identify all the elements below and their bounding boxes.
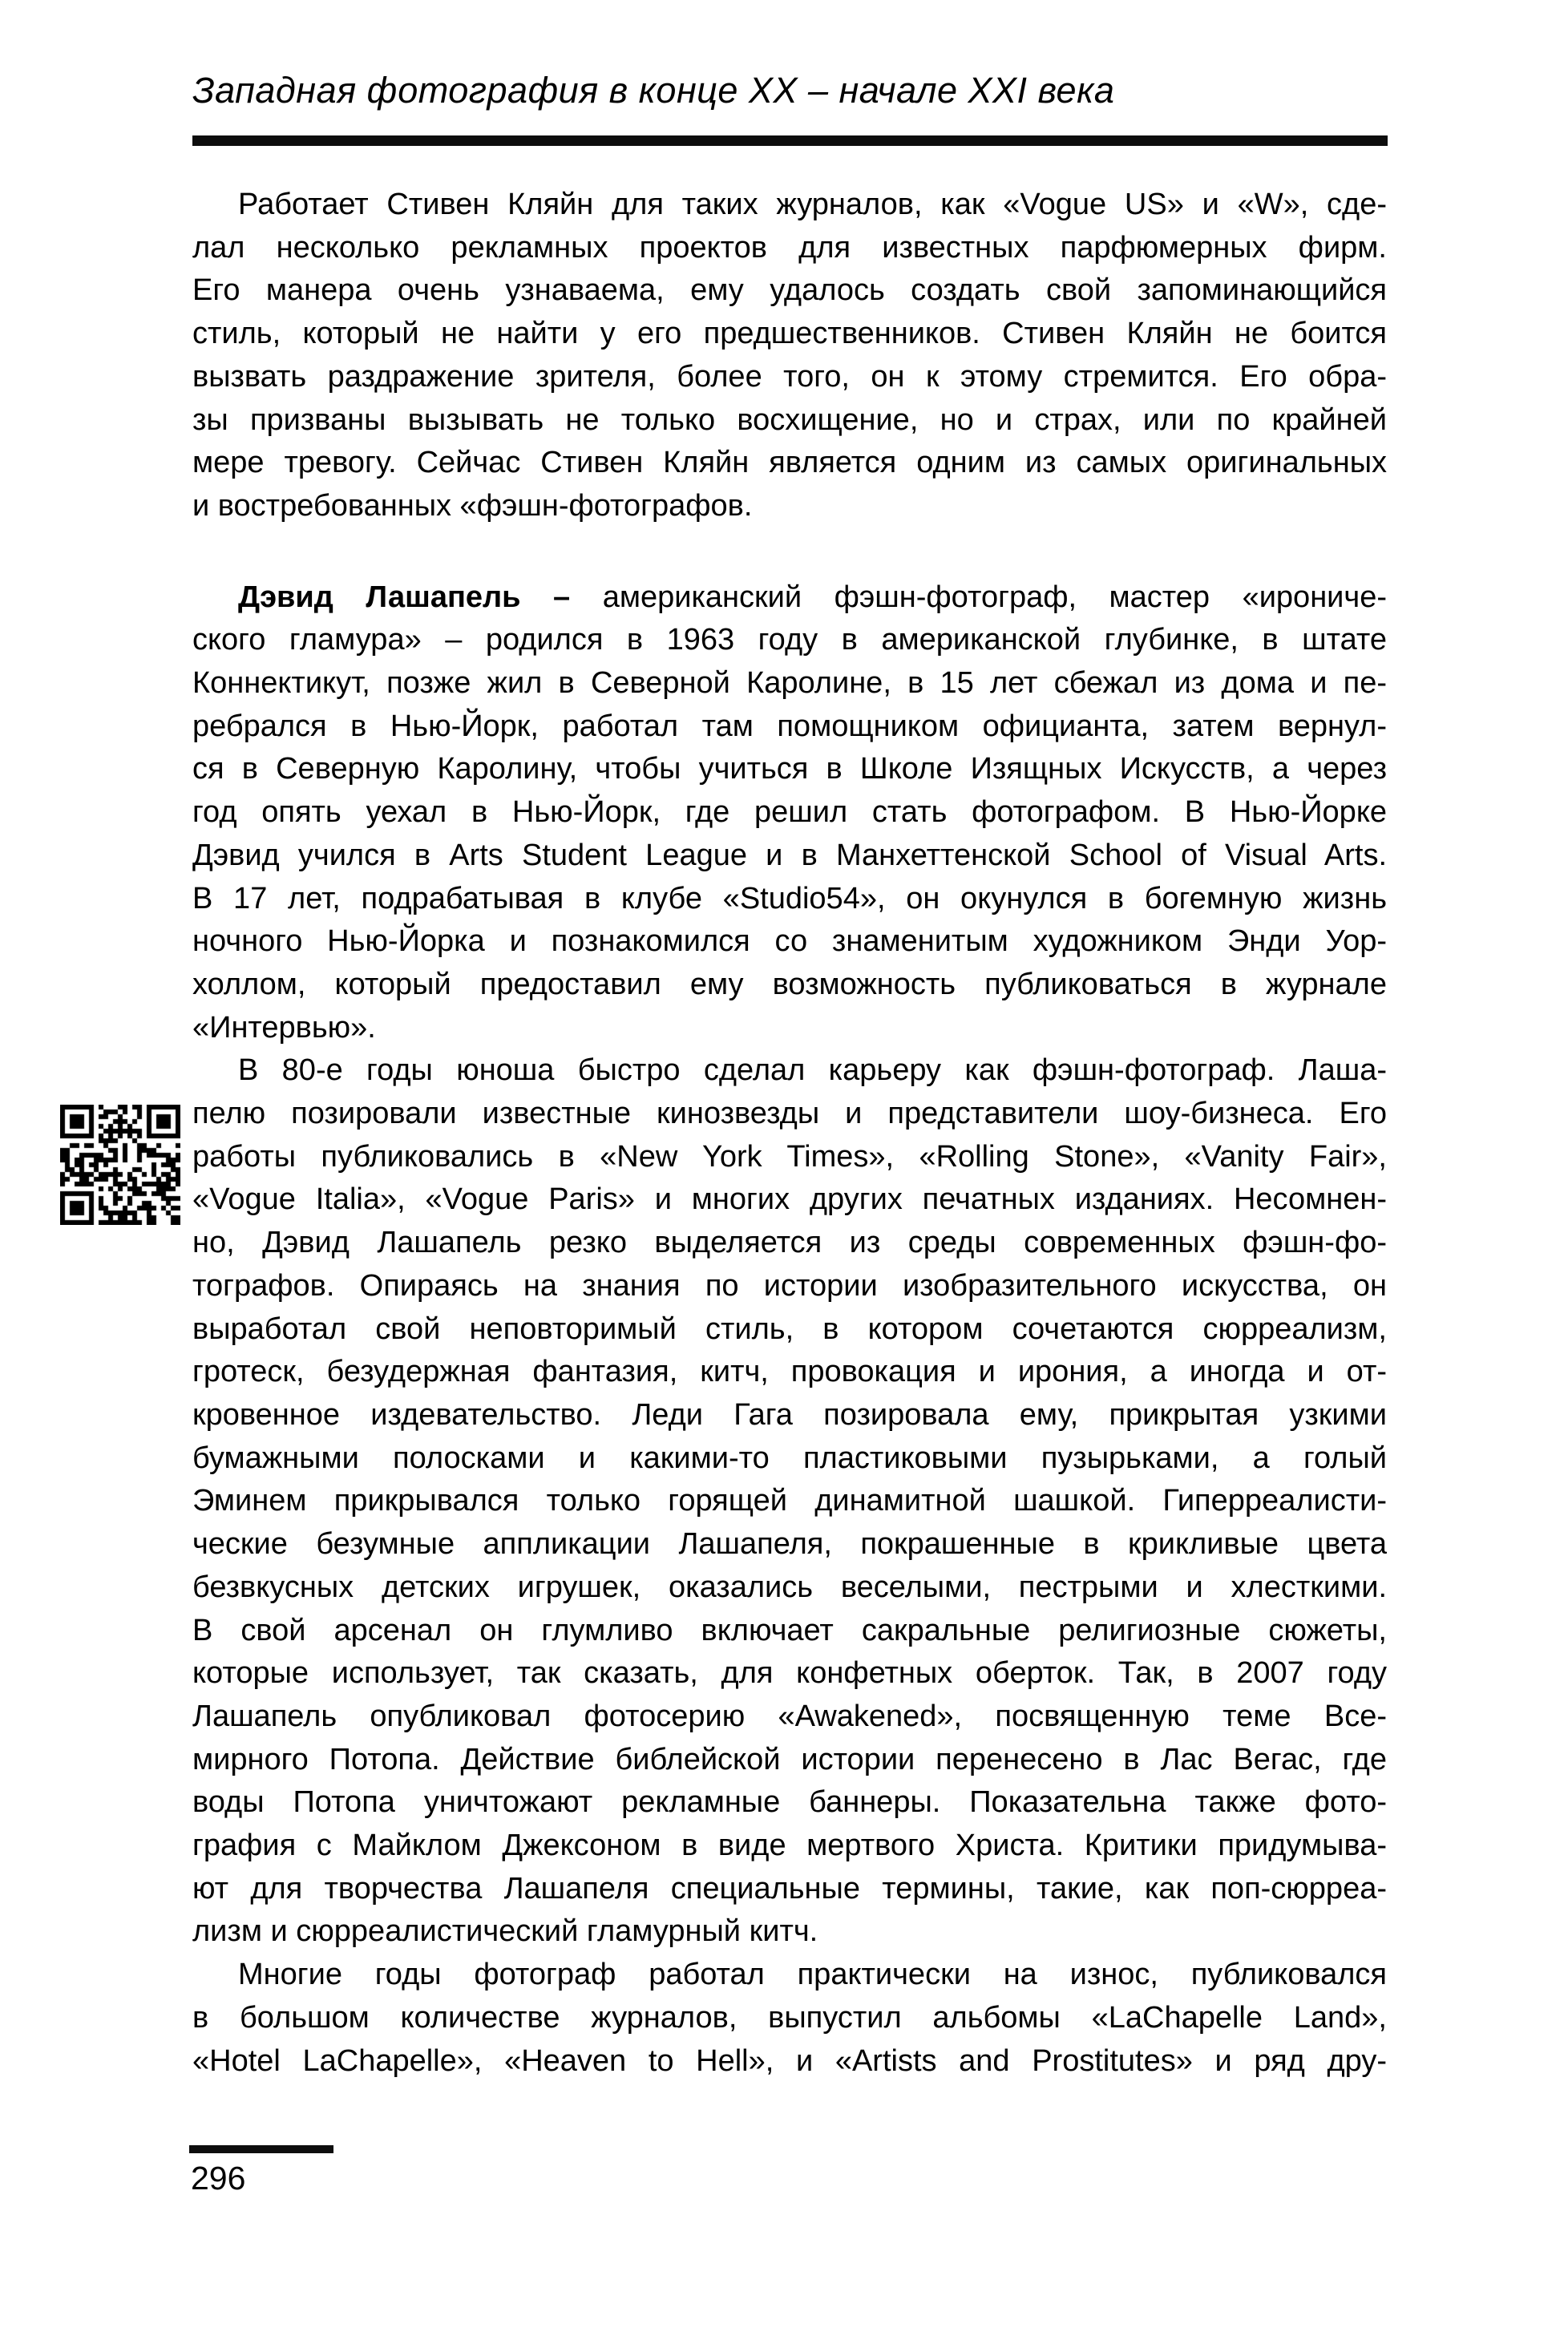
text-line: Коннектикут, позже жил в Северной Каролине, в 15 лет сбежал из дома и пе- xyxy=(192,666,1387,701)
text-line: Эминем прикрывался только горящей динамитной шашкой. Гиперреалисти- xyxy=(192,1484,1387,1518)
text-line: «Vogue Italia», «Vogue Paris» и многих других печатных изданиях. Несомнен- xyxy=(192,1182,1387,1217)
text-line: лал несколько рекламных проектов для известных парфюмерных фирм. xyxy=(192,230,1387,265)
text-line: год опять уехал в Нью-Йорк, где решил стать фотографом. В Нью-Йорке xyxy=(192,795,1387,830)
paragraph xyxy=(192,576,1387,1050)
paragraph xyxy=(192,184,1387,528)
text-line: зы призваны вызывать не только восхищение, но и страх, или по крайней xyxy=(192,402,1387,437)
qr-code-icon xyxy=(60,1105,180,1225)
text-line: воды Потопа уничтожают рекламные баннеры. Показательна также фото- xyxy=(192,1785,1387,1820)
text-line: которые использует, так сказать, для конфетных оберток. Так, в 2007 году xyxy=(192,1656,1387,1691)
text-line: тографов. Опираясь на знания по истории изобразительного искусства, он xyxy=(192,1268,1387,1303)
text-line: Дэвид учился в Arts Student League и в Манхеттенской School of Visual Arts. xyxy=(192,838,1387,872)
page-number: 296 xyxy=(191,2160,246,2197)
text-line: ся в Северную Каролину, чтобы учиться в Школе Изящных Искусств, а через xyxy=(192,752,1387,786)
text-line: Дэвид Лашапель – американский фэшн-фотограф, мастер «ирониче- xyxy=(238,580,1387,614)
text-line: В свой арсенал он глумливо включает сакральные религиозные сюжеты, xyxy=(192,1613,1387,1647)
paragraph xyxy=(192,1049,1387,1954)
text-line: Работает Стивен Кляйн для таких журналов, как «Vogue US» и «W», сде- xyxy=(238,188,1387,221)
text-line: В 17 лет, подрабатывая в клубе «Studio54», он окунулся в богемную жизнь xyxy=(192,881,1387,915)
paragraph xyxy=(192,1954,1387,2083)
body-text-column xyxy=(192,184,1387,2083)
text-line: и востребованных «фэшн-фотографов. xyxy=(192,488,753,523)
text-line: пелю позировали известные кинозвезды и представители шоу-бизнеса. Его xyxy=(192,1097,1387,1131)
text-line: безвкусных детских игрушек, оказались веселыми, пестрыми и хлесткими. xyxy=(192,1570,1387,1604)
text-line: но, Дэвид Лашапель резко выделяется из среды современных фэшн-фо- xyxy=(192,1226,1387,1260)
text-line: мирного Потопа. Действие библейской истории перенесено в Лас Вегас, где xyxy=(192,1742,1387,1776)
text-line: ского гламура» – родился в 1963 году в американской глубинке, в штате xyxy=(192,623,1387,657)
text-line: ческие безумные аппликации Лашапеля, покрашенные в крикливые цвета xyxy=(192,1527,1387,1562)
text-line: Его манера очень узнаваема, ему удалось создать свой запоминающийся xyxy=(192,273,1387,308)
text-line: стиль, который не найти у его предшественников. Стивен Кляйн не боится xyxy=(192,317,1387,351)
text-line: бумажными полосками и какими-то пластиковыми пузырьками, а голый xyxy=(192,1441,1387,1475)
text-line: Лашапель опубликовал фотосерию «Awakened», посвященную теме Все- xyxy=(192,1699,1387,1733)
text-line: холлом, который предоставил ему возможность публиковаться в журнале xyxy=(192,967,1387,1001)
text-line: «Hotel LaChapelle», «Heaven to Hell», и «Artists and Prostitutes» и ряд дру- xyxy=(192,2043,1387,2078)
header-rule xyxy=(192,135,1388,146)
footer-rule xyxy=(189,2145,333,2153)
text-line: вызвать раздражение зрителя, более того, он к этому стремится. Его обра- xyxy=(192,359,1387,394)
text-line: ют для творчества Лашапеля специальные термины, такие, как поп-сюрреа- xyxy=(192,1871,1387,1906)
text-line: работы публиковались в «New York Times», «Rolling Stone», «Vanity Fair», xyxy=(192,1139,1387,1174)
text-line: ребрался в Нью-Йорк, работал там помощником официанта, затем вернул- xyxy=(192,709,1387,743)
text-line: В 80-е годы юноша быстро сделал карьеру как фэшн-фотограф. Лаша- xyxy=(238,1053,1387,1088)
text-line: графия с Майклом Джексоном в виде мертвого Христа. Критики придумыва- xyxy=(192,1829,1387,1863)
text-line: в большом количестве журналов, выпустил альбомы «LaChapelle Land», xyxy=(192,2000,1387,2035)
text-line: «Интервью». xyxy=(192,1010,376,1045)
running-header-title: Западная фотография в конце XX – начале XXI века xyxy=(192,70,1115,111)
text-line: гротеск, безудержная фантазия, китч, провокация и ирония, а иногда и от- xyxy=(192,1355,1387,1389)
text-line: мере тревогу. Сейчас Стивен Кляйн является одним из самых оригинальных xyxy=(192,446,1387,480)
text-line: ночного Нью-Йорка и познакомился со знаменитым художником Энди Уор- xyxy=(192,924,1387,959)
text-line: лизм и сюрреалистический гламурный китч. xyxy=(192,1914,818,1949)
text-line: выработал свой неповторимый стиль, в котором сочетаются сюрреализм, xyxy=(192,1312,1387,1346)
text-line: кровенное издевательство. Леди Гага позировала ему, прикрытая узкими xyxy=(192,1397,1387,1432)
text-line: Многие годы фотограф работал практически на износ, публиковался xyxy=(238,1958,1387,1992)
